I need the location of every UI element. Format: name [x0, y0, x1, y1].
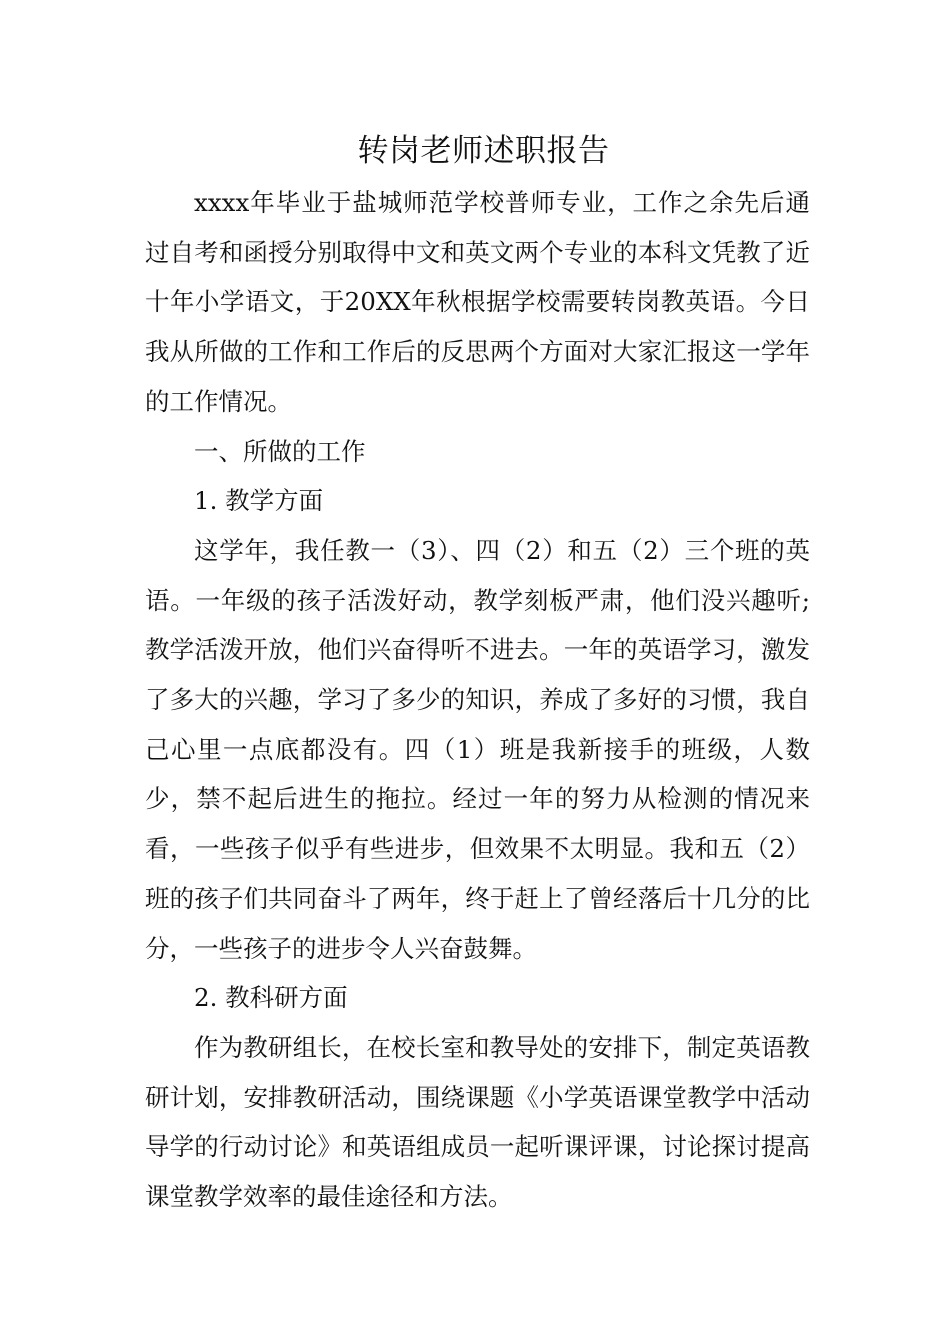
teaching-paragraph: 这学年，我任教一（3）、四（2）和五（2）三个班的英语。一年级的孩子活泼好动，教学刻板严肃，他们没兴趣听;教学活泼开放，他们兴奋得听不进去。一年的英语学习，激发了多大的兴趣，学习了多少的知识，养成了多好的习惯，我自己心里一点底都没有。四（1）班是我新接手的班级，人数少，禁不起后进生的拖拉。经过一年的努力从检测的情况来看，一些孩子似乎有些进步，但效果不太明显。我和五（2）班的孩子们共同奋斗了两年，终于赶上了曾经落后十几分的比分，一些孩子的进步令人兴奋鼓舞。: [145, 535, 810, 963]
section-heading-work-done: 一、所做的工作: [194, 436, 366, 466]
subheading-teaching: 1. 教学方面: [194, 486, 324, 516]
document-title: 转岗老师述职报告: [357, 133, 610, 169]
subheading-research: 2. 教科研方面: [194, 983, 348, 1013]
intro-paragraph: xxxx年毕业于盐城师范学校普师专业，工作之余先后通过自考和函授分别取得中文和英文两个专业的本科文凭教了近十年小学语文，于20XX年秋根据学校需要转岗教英语。今日我从所做的工作和工作后的反思两个方面对大家汇报这一学年的工作情况。: [145, 188, 810, 416]
document-body: [145, 128, 810, 1222]
research-paragraph: 作为教研组长，在校长室和教导处的安排下，制定英语教研计划，安排教研活动，围绕课题《小学英语课堂教学中活动导学的行动讨论》和英语组成员一起听课评课，讨论探讨提高课堂教学效率的最佳途径和方法。: [145, 1032, 810, 1212]
